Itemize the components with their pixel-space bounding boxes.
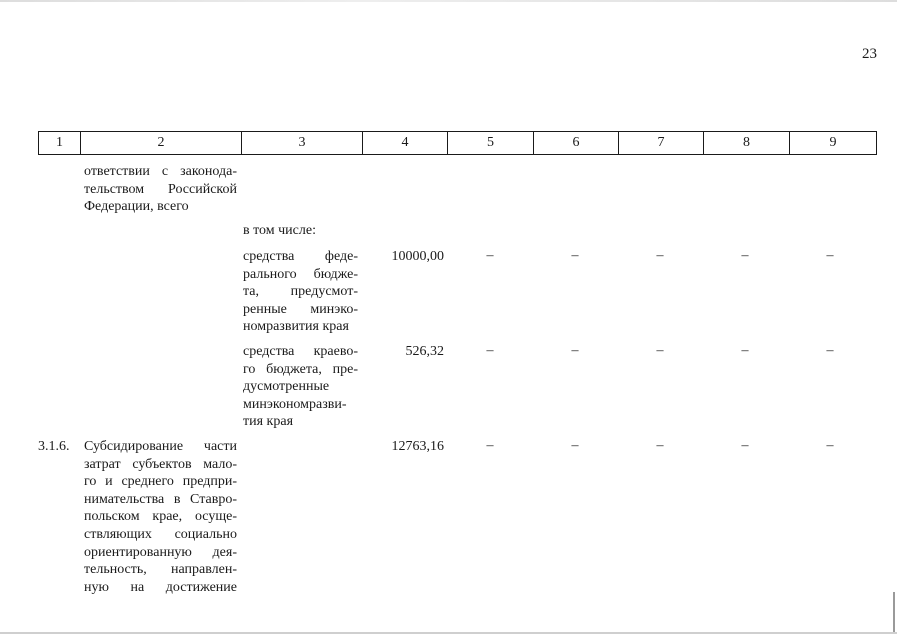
column-number-header <box>38 131 877 155</box>
text-line: ориентированную дея- <box>84 544 237 560</box>
header-col-2: 2 <box>81 132 242 155</box>
regional-funds-amount: 526,32 <box>405 344 444 359</box>
text-line: та, предусмот- <box>243 284 358 300</box>
text-line: ную на достижение <box>84 579 237 595</box>
federal-col7-dash: – <box>656 248 664 263</box>
text-line: го и среднего предпри- <box>84 474 237 490</box>
text-line: ответствии с законода- <box>84 164 237 179</box>
item-col6-dash: – <box>571 438 579 453</box>
item-col5-dash: – <box>486 438 494 453</box>
text-line: нимательства в Ставро- <box>84 491 237 507</box>
page-number: 23 <box>862 46 877 62</box>
header-col-8: 8 <box>704 132 790 155</box>
text-line: затрат субъектов мало- <box>84 456 237 472</box>
federal-col5-dash: – <box>486 248 494 263</box>
text-line: Федерации, всего <box>84 199 189 215</box>
federal-col6-dash: – <box>571 248 579 263</box>
text-line: польском крае, осуще- <box>84 509 237 525</box>
text-line: дусмотренные <box>243 379 330 395</box>
text-line: средства феде- <box>243 249 358 264</box>
scan-edge-right <box>893 592 895 632</box>
text-line: тельность, направлен- <box>84 562 237 578</box>
header-col-4: 4 <box>363 132 448 155</box>
header-col-7: 7 <box>619 132 704 155</box>
text-line: ренные минэко- <box>243 301 358 317</box>
scan-edge-top <box>0 0 897 2</box>
federal-col8-dash: – <box>741 248 749 263</box>
regional-col8-dash: – <box>741 343 749 358</box>
regional-col9-dash: – <box>826 343 834 358</box>
text-line: рального бюдже- <box>243 266 358 282</box>
including-label: в том числе: <box>243 223 316 238</box>
text-line: тельством Российской <box>84 181 237 197</box>
text-line: тия края <box>243 414 294 430</box>
header-col-1: 1 <box>39 132 81 155</box>
federal-funds-label <box>243 248 358 336</box>
item-number: 3.1.6. <box>38 439 70 454</box>
regional-col7-dash: – <box>656 343 664 358</box>
text-line: ствляющих социально <box>84 526 237 542</box>
item-col9-dash: – <box>826 438 834 453</box>
header-col-3: 3 <box>242 132 363 155</box>
continuation-text <box>84 163 237 216</box>
text-line: го бюджета, пре- <box>243 361 358 377</box>
item-col8-dash: – <box>741 438 749 453</box>
federal-col9-dash: – <box>826 248 834 263</box>
header-col-5: 5 <box>448 132 534 155</box>
item-description <box>84 438 237 596</box>
text-line: номразвития края <box>243 319 349 335</box>
regional-funds-label <box>243 343 358 431</box>
header-col-9: 9 <box>790 132 877 155</box>
scan-edge-bottom <box>0 632 897 634</box>
text-line: минэкономразви- <box>243 396 347 412</box>
text-line: средства краево- <box>243 344 358 359</box>
regional-col6-dash: – <box>571 343 579 358</box>
item-amount: 12763,16 <box>391 439 444 454</box>
text-line: Субсидирование части <box>84 439 237 454</box>
federal-funds-amount: 10000,00 <box>391 249 444 264</box>
header-col-6: 6 <box>534 132 619 155</box>
item-col7-dash: – <box>656 438 664 453</box>
regional-col5-dash: – <box>486 343 494 358</box>
